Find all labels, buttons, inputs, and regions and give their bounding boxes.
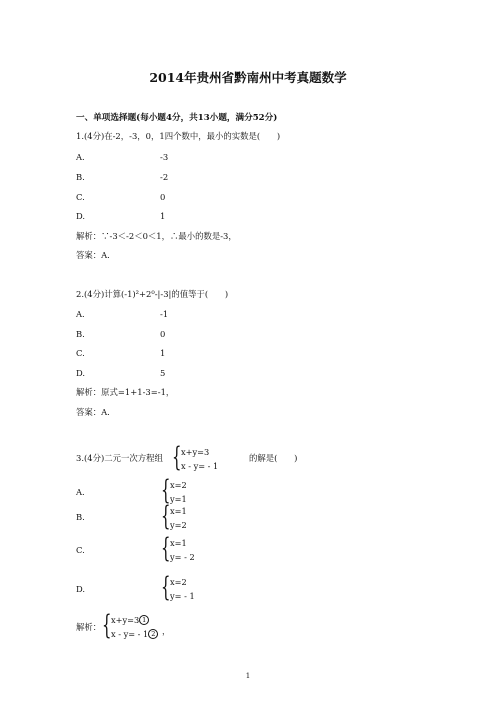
q2-answer: 答案：A. bbox=[76, 407, 110, 417]
equation-marker-2: 2 bbox=[148, 629, 158, 639]
page-number: 1 bbox=[245, 672, 251, 680]
q3-option-b-line2: y=2 bbox=[170, 520, 187, 530]
q2-option-c-value: 1 bbox=[160, 348, 166, 358]
q3-option-d-brace: { bbox=[161, 572, 171, 603]
equation-marker-1: 1 bbox=[139, 615, 149, 625]
q2-option-a-label: A. bbox=[76, 309, 85, 319]
section-heading: 一、单项选择题(每小题4分，共13小题，满分52分) bbox=[76, 113, 278, 123]
q2-option-d-label: D. bbox=[76, 368, 86, 378]
q3-analysis-brace: { bbox=[102, 610, 112, 641]
q1-option-a-label: A. bbox=[76, 152, 85, 162]
q1-option-c-label: C. bbox=[76, 192, 85, 202]
q1-answer: 答案：A. bbox=[76, 250, 110, 260]
q3-option-c-line2: y= - 2 bbox=[170, 552, 195, 562]
q2-option-c-label: C. bbox=[76, 348, 85, 358]
q3-option-a-line1: x=2 bbox=[170, 480, 187, 490]
q1-option-b-value: -2 bbox=[160, 172, 169, 182]
q2-option-b-value: 0 bbox=[160, 329, 166, 339]
q3-option-b-label: B. bbox=[76, 512, 85, 522]
q1-option-a-value: -3 bbox=[160, 152, 169, 162]
q3-option-b-line1: x=1 bbox=[170, 506, 187, 516]
q3-option-b-brace: { bbox=[161, 501, 171, 532]
q3-analysis-prefix: 解析： bbox=[76, 622, 102, 632]
q3-analysis-suffix: ， bbox=[162, 626, 171, 636]
q3-analysis-eq1 bbox=[111, 615, 149, 625]
q2-option-d-value: 5 bbox=[160, 368, 166, 378]
q1-analysis: 解析：∵-3＜-2＜0＜1，∴最小的数是-3， bbox=[76, 231, 237, 241]
q3-option-d-label: D. bbox=[76, 584, 86, 594]
q1-option-d-value: 1 bbox=[160, 211, 166, 221]
q3-analysis-eq2 bbox=[111, 629, 158, 639]
q2-stem: 2.(4分)计算(-1)²+2⁰-|-3|的值等于( ) bbox=[76, 289, 229, 299]
q3-analysis-eq1-text: x+y=3 bbox=[111, 615, 140, 625]
q3-option-d-line1: x=2 bbox=[170, 577, 187, 587]
q3-stem-prefix: 3.(4分)二元一次方程组 bbox=[76, 453, 163, 463]
q3-system-brace: { bbox=[172, 442, 182, 473]
q2-option-b-label: B. bbox=[76, 329, 85, 339]
q3-stem-suffix: 的解是( ) bbox=[249, 453, 298, 463]
q3-analysis-eq2-text: x - y= - 1 bbox=[111, 629, 149, 639]
q2-analysis: 解析：原式=1+1-3=-1， bbox=[76, 387, 175, 397]
q3-option-c-label: C. bbox=[76, 545, 85, 555]
q3-option-a-brace: { bbox=[161, 475, 171, 506]
q2-option-a-value: -1 bbox=[160, 309, 169, 319]
q1-option-b-label: B. bbox=[76, 172, 85, 182]
q3-option-a-label: A. bbox=[76, 487, 85, 497]
q3-option-a-line2: y=1 bbox=[170, 494, 187, 504]
q3-option-c-brace: { bbox=[161, 533, 171, 564]
q1-option-d-label: D. bbox=[76, 211, 86, 221]
q1-option-c-value: 0 bbox=[160, 192, 166, 202]
q1-stem: 1.(4分)在-2，-3，0，1四个数中，最小的实数是( ) bbox=[76, 131, 281, 141]
q3-system-eq2: x - y= - 1 bbox=[181, 461, 219, 471]
q3-option-d-line2: y= - 1 bbox=[170, 591, 195, 601]
q3-system-eq1: x+y=3 bbox=[181, 447, 210, 457]
q3-option-c-line1: x=1 bbox=[170, 538, 187, 548]
page-title: 2014年贵州省黔南州中考真题数学 bbox=[149, 70, 347, 85]
